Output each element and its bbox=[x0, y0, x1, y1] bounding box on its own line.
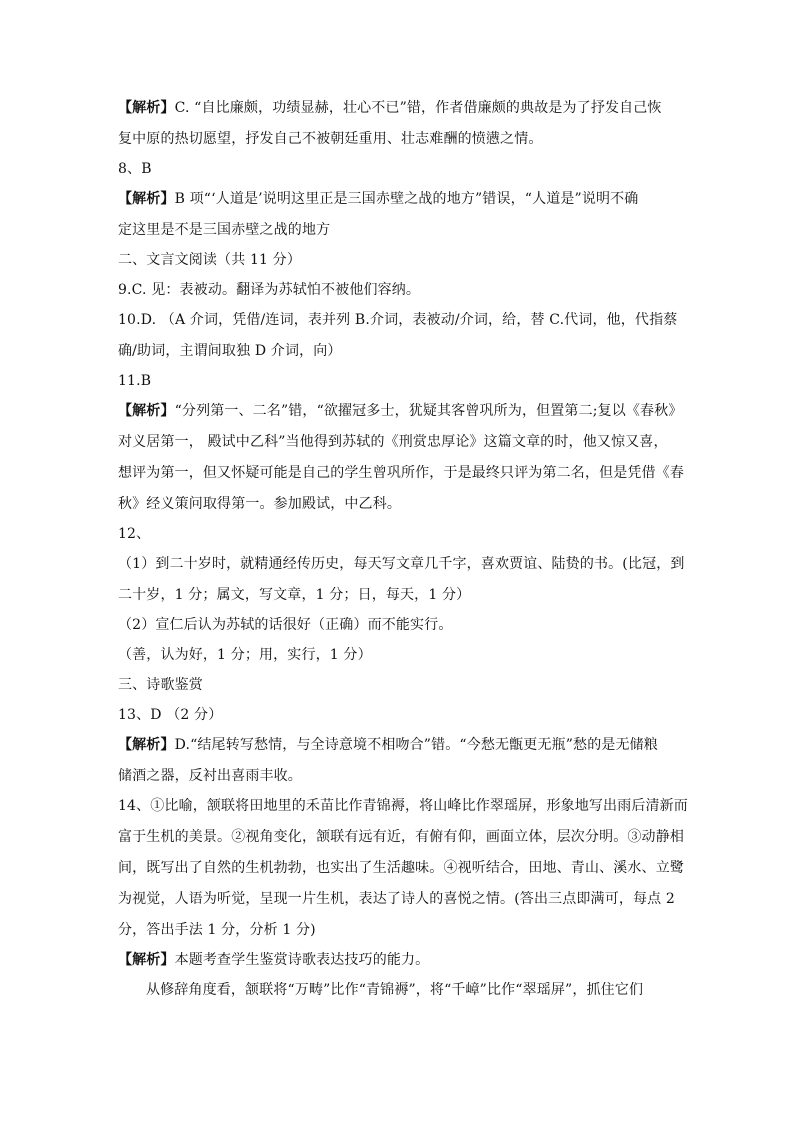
answer-paragraph bbox=[118, 980, 684, 1000]
line-text: 9.C. 见：表被动。翻译为苏轼怕不被他们容纳。 bbox=[118, 282, 421, 298]
answer-paragraph bbox=[118, 796, 688, 940]
answer-paragraph bbox=[118, 735, 684, 786]
text-line bbox=[118, 950, 684, 970]
text-line bbox=[118, 766, 684, 786]
line-text: D.“结尾转写愁情，与全诗意境不相吻合”错。“今愁无甑更无瓶”愁的是无储粮 bbox=[174, 737, 658, 753]
answer-paragraph bbox=[118, 371, 684, 391]
line-text: 想评为第一，但又怀疑可能是自己的学生曾巩所作，于是最终只评为第二名，但是凭借《春 bbox=[118, 465, 684, 481]
text-line bbox=[118, 980, 684, 1000]
answer-key-body bbox=[118, 98, 688, 1000]
line-text: （2）宣仁后认为苏轼的话很好（正确）而不能实行。 bbox=[118, 617, 453, 633]
answer-paragraph bbox=[118, 280, 684, 300]
line-text: 12、 bbox=[118, 526, 151, 542]
line-text: 确/助词，主谓间取独 D 介词，向） bbox=[118, 343, 342, 359]
text-line bbox=[118, 463, 684, 483]
text-line bbox=[118, 432, 684, 452]
text-line bbox=[118, 129, 684, 149]
line-text: （善，认为好，1 分；用，实行，1 分） bbox=[118, 647, 372, 663]
answer-paragraph bbox=[118, 950, 684, 970]
text-line bbox=[118, 250, 684, 270]
line-text: 8、B bbox=[118, 161, 152, 177]
line-text: 14、①比喻，颔联将田地里的禾苗比作青锦褥，将山峰比作翠瑶屏，形象地写出雨后清新而 bbox=[118, 798, 688, 814]
analysis-tag: 【解析】 bbox=[118, 100, 175, 116]
answer-paragraph bbox=[118, 705, 684, 725]
answer-paragraph bbox=[118, 189, 684, 240]
line-text: “分列第一、二名”错，“欲擢冠多士，犹疑其客曾巩所为，但置第二;复以《春秋》 bbox=[174, 403, 683, 419]
line-text: 13、D （2 分） bbox=[118, 707, 223, 723]
text-line bbox=[118, 98, 684, 118]
text-line bbox=[118, 220, 684, 240]
text-line bbox=[118, 889, 684, 909]
text-line bbox=[118, 310, 684, 330]
answer-paragraph bbox=[118, 310, 684, 361]
text-line bbox=[118, 159, 684, 179]
text-line bbox=[118, 494, 684, 514]
line-text: 三、诗歌鉴赏 bbox=[118, 677, 203, 693]
line-text: 富于生机的美景。②视角变化，颔联有远有近，有俯有仰，画面立体，层次分明。③动静相 bbox=[118, 829, 684, 845]
answer-paragraph bbox=[118, 645, 684, 665]
text-line bbox=[118, 554, 684, 574]
answer-paragraph bbox=[118, 98, 684, 149]
line-text: 定这里是不是三国赤壁之战的地方 bbox=[118, 222, 331, 238]
line-text: C. “自比廉颇，功绩显赫，壮心不已”错，作者借廉颇的典故是为了抒发自己恢 bbox=[174, 100, 662, 116]
text-line bbox=[118, 585, 684, 605]
answer-paragraph bbox=[118, 675, 684, 695]
line-text: 本题考查学生鉴赏诗歌表达技巧的能力。 bbox=[174, 952, 430, 968]
analysis-tag: 【解析】 bbox=[118, 403, 175, 419]
text-line bbox=[118, 705, 684, 725]
text-line bbox=[118, 401, 684, 421]
text-line bbox=[118, 189, 684, 209]
text-line bbox=[118, 371, 684, 391]
answer-paragraph bbox=[118, 524, 684, 544]
answer-paragraph bbox=[118, 554, 684, 605]
line-text: 二、文言文阅读（共 11 分） bbox=[118, 252, 301, 268]
line-text: B 项“‘人道是’说明这里正是三国赤壁之战的地方”错误，“人道是”说明不确 bbox=[174, 191, 639, 207]
text-line bbox=[118, 280, 684, 300]
text-line bbox=[118, 858, 684, 878]
text-line bbox=[118, 341, 684, 361]
text-line bbox=[118, 675, 684, 695]
text-line bbox=[118, 615, 684, 635]
line-text: 秋》经义策问取得第一。参加殿试，中乙科。 bbox=[118, 496, 401, 512]
line-text: 分，答出手法 1 分，分析 1 分) bbox=[118, 922, 316, 938]
line-text: 11.B bbox=[118, 373, 152, 389]
text-line bbox=[118, 796, 688, 816]
analysis-tag: 【解析】 bbox=[118, 952, 175, 968]
analysis-tag: 【解析】 bbox=[118, 737, 175, 753]
line-text: 储酒之器，反衬出喜雨丰收。 bbox=[118, 768, 302, 784]
answer-paragraph bbox=[118, 615, 684, 635]
line-text: 二十岁，1 分；属文，写文章，1 分；日，每天，1 分） bbox=[118, 587, 471, 603]
analysis-tag: 【解析】 bbox=[118, 191, 175, 207]
answer-paragraph bbox=[118, 250, 684, 270]
line-text: 10.D. （A 介词，凭借/连词，表并列 B.介词，表被动/介词，给，替 C.代词，他，代指蔡 bbox=[118, 312, 678, 328]
answer-paragraph bbox=[118, 159, 684, 179]
line-text: 对义居第一， 殿试中乙科”当他得到苏轼的《刑赏忠厚论》这篇文章的时，他又惊又喜， bbox=[118, 434, 668, 450]
line-text: （1）到二十岁时，就精通经传历史，每天写文章几千字，喜欢贾谊、陆贽的书。(比冠，到 bbox=[118, 556, 685, 572]
text-line bbox=[118, 524, 684, 544]
text-line bbox=[118, 827, 684, 847]
line-text: 为视觉，人语为听觉，呈现一片生机，表达了诗人的喜悦之情。(答出三点即满可，每点 2 bbox=[118, 891, 675, 907]
text-line bbox=[118, 735, 684, 755]
line-text: 从修辞角度看，颔联将“万畴”比作“青锦褥”，将“千嶂”比作“翠瑶屏”，抓住它们 bbox=[146, 982, 644, 998]
answer-paragraph bbox=[118, 401, 684, 514]
line-text: 复中原的热切愿望，抒发自己不被朝廷重用、壮志难酬的愤懑之情。 bbox=[118, 131, 543, 147]
text-line bbox=[118, 920, 684, 940]
text-line bbox=[118, 645, 684, 665]
line-text: 间，既写出了自然的生机勃勃，也实出了生活趣味。④视听结合，田地、青山、溪水、立鹭 bbox=[118, 860, 684, 876]
